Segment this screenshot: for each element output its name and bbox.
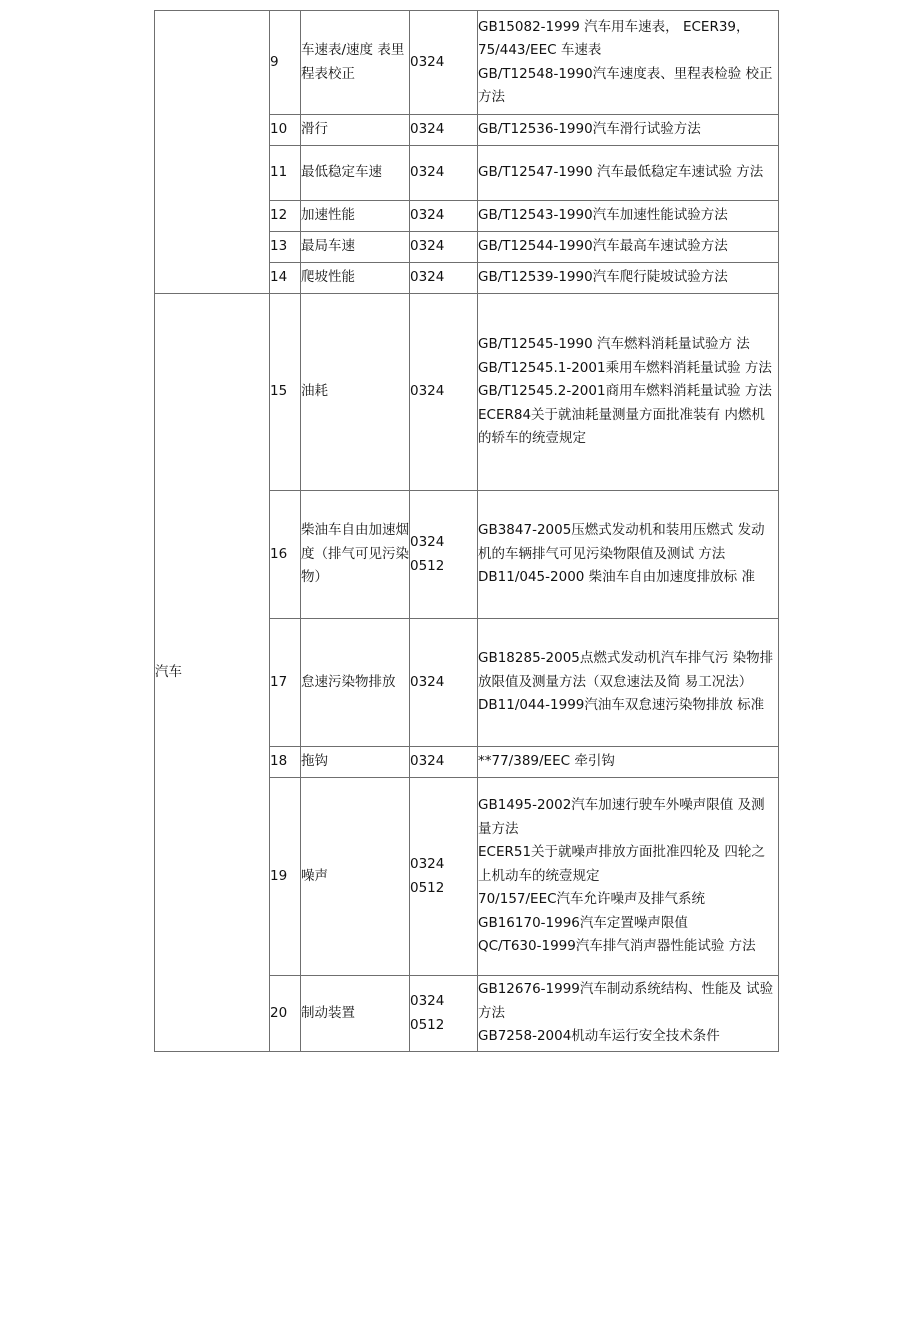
- standards-cell: [478, 294, 779, 491]
- test-item-cell: [301, 747, 410, 778]
- standard-reference: GB12676-1999汽车制动系统结构、性能及 试验方法: [478, 981, 774, 1021]
- item-number: 20: [270, 1004, 288, 1021]
- standards-cell: [478, 976, 779, 1052]
- category-cell: [155, 294, 270, 1052]
- item-number-cell: [270, 115, 301, 146]
- code-value: 0324: [410, 673, 445, 690]
- item-number-cell: [270, 232, 301, 263]
- item-number-cell: [270, 11, 301, 115]
- code-value: 0324: [410, 269, 445, 286]
- item-number-cell: [270, 747, 301, 778]
- code-cell: [410, 976, 478, 1052]
- table-row: [155, 294, 779, 491]
- category-label: 汽车: [155, 663, 182, 680]
- test-item-cell: [301, 263, 410, 294]
- item-number-cell: [270, 778, 301, 976]
- code-cell: [410, 146, 478, 201]
- code-value: 0512: [410, 879, 445, 896]
- standards-cell: [478, 619, 779, 747]
- code-value: 0324: [410, 207, 445, 224]
- code-value: 0324: [410, 856, 445, 872]
- code-value: 0324: [410, 164, 445, 181]
- standards-cell: [478, 201, 779, 232]
- standard-reference: GB15082-1999 汽车用车速表， ECER39， 75/443/EEC 车速表: [478, 18, 750, 58]
- standards-cell: [478, 263, 779, 294]
- item-number: 15: [270, 383, 288, 400]
- item-number: 11: [270, 164, 288, 181]
- item-number: 12: [270, 207, 288, 224]
- standard-reference: GB3847-2005压燃式发动机和装用压燃式 发动机的车辆排气可见污染物限值及测试 方法: [478, 522, 765, 562]
- code-value: 0324: [410, 238, 445, 255]
- standards-cell: [478, 747, 779, 778]
- test-item-cell: [301, 11, 410, 115]
- standard-reference: ECER84关于就油耗量测量方面批准装有 内燃机的轿车的统壹规定: [478, 406, 765, 447]
- test-item-name: 拖钩: [301, 753, 328, 770]
- item-number: 16: [270, 545, 288, 562]
- item-number: 18: [270, 753, 288, 770]
- item-number: 19: [270, 867, 288, 884]
- item-number-cell: [270, 619, 301, 747]
- standard-reference: QC/T630-1999汽车排气消声器性能试验 方法: [478, 938, 756, 955]
- standard-reference: GB/T12539-1990汽车爬行陡坡试验方法: [478, 269, 728, 286]
- test-item-cell: [301, 115, 410, 146]
- table-row: [155, 11, 779, 115]
- test-item-name: 油耗: [301, 383, 328, 400]
- item-number: 17: [270, 673, 288, 690]
- code-value: 0324: [410, 53, 445, 70]
- standard-reference: ECER51关于就噪声排放方面批准四轮及 四轮之上机动车的统壹规定: [478, 844, 765, 884]
- code-value: 0324: [410, 534, 445, 550]
- code-cell: [410, 115, 478, 146]
- standards-cell: [478, 232, 779, 263]
- code-cell: [410, 491, 478, 619]
- test-item-name: 最局车速: [301, 238, 355, 255]
- standard-reference: GB/T12545-1990 汽车燃料消耗量试验方 法: [478, 336, 750, 353]
- standards-cell: [478, 491, 779, 619]
- item-number: 13: [270, 238, 288, 255]
- code-cell: [410, 232, 478, 263]
- item-number-cell: [270, 491, 301, 619]
- item-number: 10: [270, 121, 288, 138]
- code-cell: [410, 263, 478, 294]
- item-number-cell: [270, 263, 301, 294]
- code-value: 0512: [410, 1016, 445, 1033]
- standard-reference: GB18285-2005点燃式发动机汽车排气污 染物排放限值及测量方法（双怠速法及简 易工况法）: [478, 650, 774, 690]
- standard-reference: GB/T12545.2-2001商用车燃料消耗量试验 方法: [478, 383, 772, 400]
- test-item-name: 怠速污染物排放: [301, 673, 396, 690]
- code-value: 0324: [410, 993, 445, 1009]
- item-number-cell: [270, 146, 301, 201]
- test-item-cell: [301, 976, 410, 1052]
- code-cell: [410, 201, 478, 232]
- standard-reference: GB16170-1996汽车定置噪声限值: [478, 914, 688, 931]
- standard-reference: GB/T12543-1990汽车加速性能试验方法: [478, 207, 728, 224]
- code-value: 0324: [410, 383, 445, 400]
- code-value: 0324: [410, 121, 445, 138]
- test-item-name: 滑行: [301, 121, 328, 138]
- test-item-cell: [301, 619, 410, 747]
- standard-reference: 70/157/EEC汽车允许噪声及排气系统: [478, 891, 706, 908]
- test-item-name: 柴油车自由加速烟度（排气可见污染物）: [301, 522, 409, 586]
- test-standards-table: [154, 10, 779, 1052]
- test-item-cell: [301, 146, 410, 201]
- test-item-name: 车速表/速度 表里程表校正: [301, 42, 405, 82]
- standard-reference: GB7258-2004机动车运行安全技术条件: [478, 1028, 720, 1045]
- standard-reference: GB/T12545.1-2001乘用车燃料消耗量试验 方法: [478, 359, 772, 376]
- standards-cell: [478, 146, 779, 201]
- standard-reference: **77/389/EEC 牵引钩: [478, 753, 615, 770]
- test-item-cell: [301, 491, 410, 619]
- standard-reference: GB1495-2002汽车加速行驶车外噪声限值 及测量方法: [478, 797, 765, 837]
- test-item-cell: [301, 778, 410, 976]
- test-item-name: 最低稳定车速: [301, 164, 382, 181]
- code-value: 0324: [410, 753, 445, 770]
- test-item-name: 制动装置: [301, 1004, 355, 1021]
- standards-cell: [478, 115, 779, 146]
- code-cell: [410, 619, 478, 747]
- item-number-cell: [270, 201, 301, 232]
- test-item-cell: [301, 232, 410, 263]
- standard-reference: DB11/045-2000 柴油车自由加速度排放标 准: [478, 569, 755, 586]
- standard-reference: GB/T12544-1990汽车最高车速试验方法: [478, 238, 728, 255]
- code-cell: [410, 747, 478, 778]
- standard-reference: GB/T12548-1990汽车速度表、里程表检验 校正方法: [478, 65, 773, 105]
- standards-cell: [478, 11, 779, 115]
- test-item-cell: [301, 294, 410, 491]
- item-number-cell: [270, 294, 301, 491]
- code-value: 0512: [410, 557, 445, 574]
- standard-reference: DB11/044-1999汽油车双怠速污染物排放 标准: [478, 697, 765, 714]
- test-item-name: 爬坡性能: [301, 269, 355, 286]
- code-cell: [410, 11, 478, 115]
- standards-cell: [478, 778, 779, 976]
- test-item-cell: [301, 201, 410, 232]
- category-cell-continued: [155, 11, 270, 294]
- test-item-name: 噪声: [301, 867, 328, 884]
- item-number: 14: [270, 269, 288, 286]
- test-item-name: 加速性能: [301, 207, 355, 224]
- code-cell: [410, 778, 478, 976]
- item-number-cell: [270, 976, 301, 1052]
- code-cell: [410, 294, 478, 491]
- standard-reference: GB/T12536-1990汽车滑行试验方法: [478, 121, 701, 138]
- standard-reference: GB/T12547-1990 汽车最低稳定车速试验 方法: [478, 164, 764, 181]
- item-number: 9: [270, 53, 279, 70]
